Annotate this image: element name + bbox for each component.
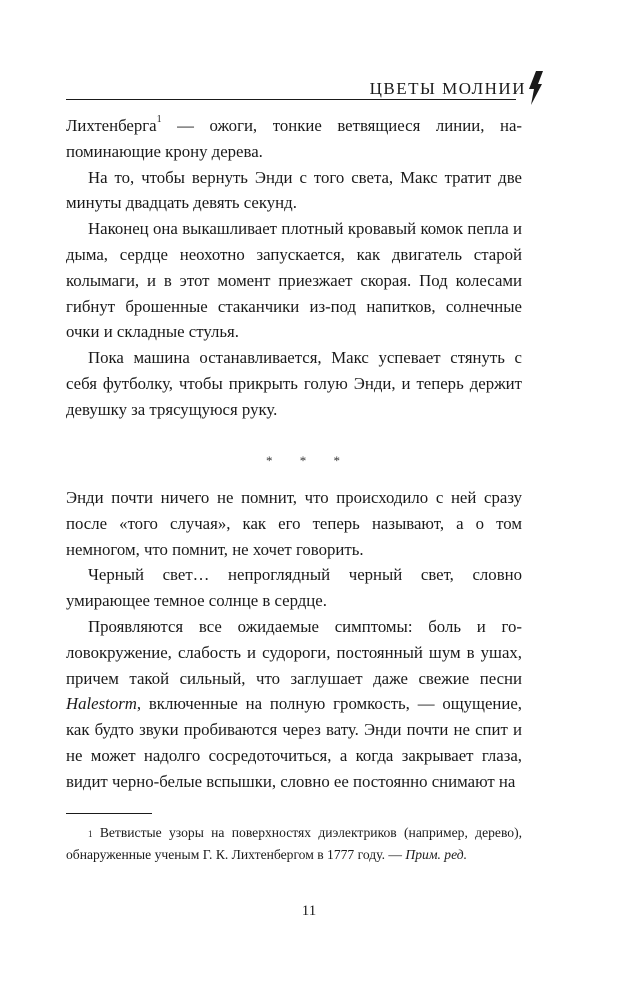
- running-title: ЦВЕТЫ МОЛНИИ: [369, 79, 526, 98]
- lightning-bolt-icon: [528, 71, 544, 105]
- footnote-text: $^1$ Ветвистые узоры на поверхностях диэлектриков (например, дерево), обнаруженные ученым Г. К. Лихтенбергом в 1777 году. — Прим. ред.: [66, 825, 522, 862]
- paragraph: Проявляются все ожидаемые симптомы: боль и головокружение, слабость и судороги, постоянный шум в ушах, причем такой сильный, что заглушает даже свежие песни Halestorm, включенные на полную громкость, — ощущение, как будто звуки пробиваются через вату. Энди почти не спит и не может надолго сосредоточиться, а когда закрывает глаза, видит черно-белые вспышки, словно ее постоянно снимают на: [66, 616, 522, 791]
- running-header: [66, 75, 544, 105]
- section-separator: * * *: [266, 453, 352, 468]
- text-section-1: [66, 113, 522, 423]
- header-rule: [66, 99, 516, 100]
- page-number: 11: [301, 903, 317, 919]
- paragraph: Черный свет… непроглядный черный свет, словно умирающее темное солнце в сердце.: [66, 565, 522, 611]
- footnote-marker: 1: [88, 829, 93, 839]
- band-name: Halestorm: [66, 694, 137, 714]
- editor-note: Прим. ред.: [405, 846, 468, 862]
- footnote: [66, 822, 522, 865]
- paragraph: Наконец она выкашливает плотный кровавый комок пепла и дыма, сердце неохотно запускается, как двигатель старой колымаги, и в этот момент приезжает скорая. Под колесами гибнут брошенные стаканчики из-под напитков, солнечные очки и складные стулья.: [66, 219, 522, 342]
- footnote-reference[interactable]: 1: [156, 114, 162, 125]
- paragraph-continued: Лихтенберга$^1$ — ожоги, тонкие ветвящиеся линии, напоминающие крону дерева.: [66, 114, 522, 161]
- footnote-rule: [66, 813, 152, 814]
- text-section-2: [66, 485, 522, 795]
- paragraph: Пока машина останавливается, Макс успевает стянуть с себя футболку, чтобы прикрыть голую Энди, и теперь держит девушку за трясущуюся руку.: [66, 348, 522, 419]
- paragraph: На то, чтобы вернуть Энди с того света, Макс тратит две минуты двадцать девять секунд.: [66, 167, 522, 213]
- paragraph: Энди почти ничего не помнит, что происходило с ней сразу после «того случая», как его теперь называют, а о том немногом, что помнит, не хочет говорить.: [66, 488, 522, 559]
